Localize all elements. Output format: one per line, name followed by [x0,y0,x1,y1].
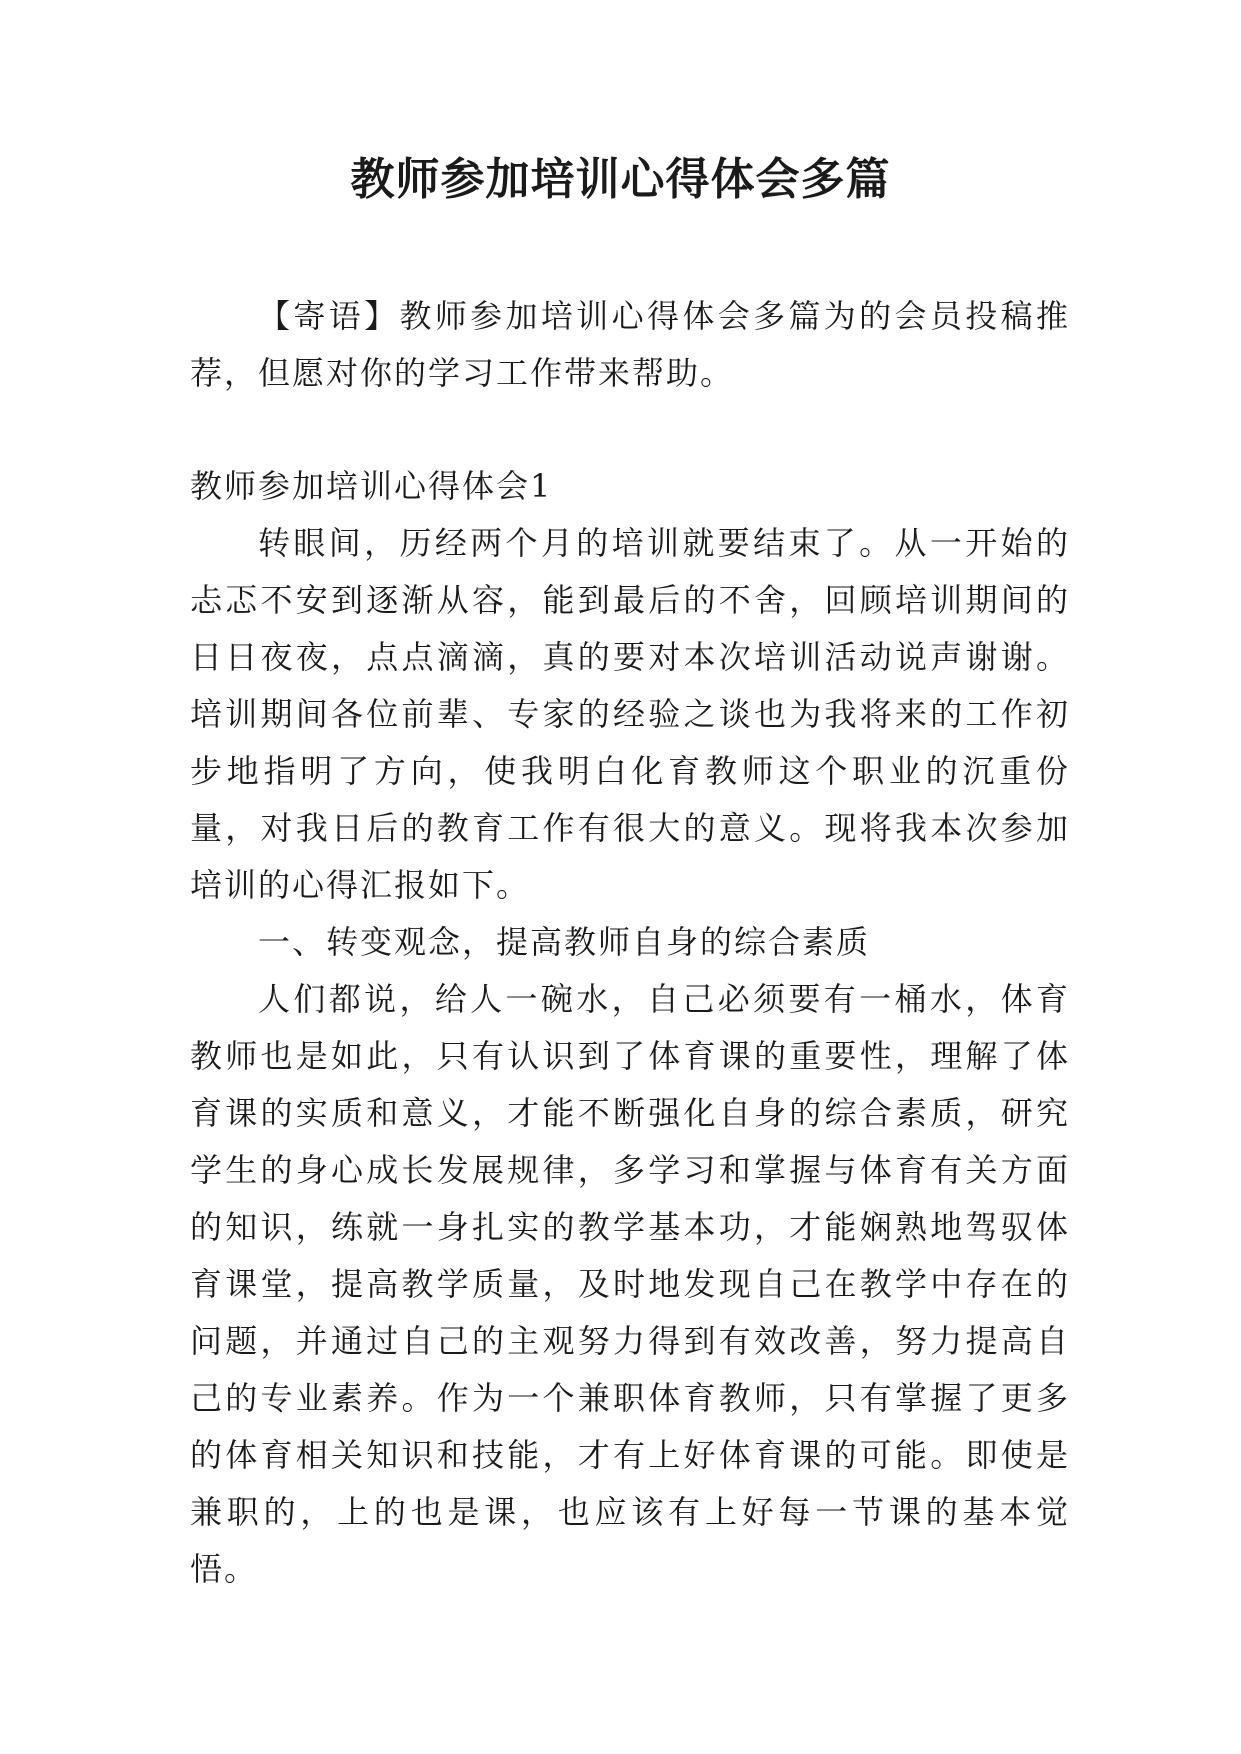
body-paragraph: 人们都说，给人一碗水，自己必须要有一桶水，体育教师也是如此，只有认识到了体育课的重要性，理解了体育课的实质和意义，才能不断强化自身的综合素质，研究学生的身心成长发展规律，多学习和掌握与体育有关方面的知识，练就一身扎实的教学基本功，才能娴熟地驾驭体育课堂，提高教学质量，及时地发现自己在教学中存在的问题，并通过自己的主观努力得到有效改善，努力提高自己的专业素养。作为一个兼职体育教师，只有掌握了更多的体育相关知识和技能，才有上好体育课的可能。即使是兼职的，上的也是课，也应该有上好每一节课的基本觉悟。 [190,980,1070,1588]
section-title: 教师参加培训心得体会1 [190,467,553,505]
intro-paragraph: 【寄语】教师参加培训心得体会多篇为的会员投稿推荐，但愿对你的学习工作带来帮助。 [190,297,1070,392]
main-content [190,458,1070,1598]
document-title: 教师参加培训心得体会多篇 [350,154,891,205]
body-paragraph: 转眼间，历经两个月的培训就要结束了。从一开始的忐忑不安到逐渐从容，能到最后的不舍，回顾培训期间的日日夜夜，点点滴滴，真的要对本次培训活动说声谢谢。培训期间各位前辈、专家的经验之谈也为我将来的工作初步地指明了方向，使我明白化育教师这个职业的沉重份量，对我日后的教育工作有很大的意义。现将我本次参加培训的心得汇报如下。 [190,524,1070,904]
subheading-paragraph: 一、转变观念，提高教师自身的综合素质 [258,923,871,961]
intro-block [190,288,1070,402]
